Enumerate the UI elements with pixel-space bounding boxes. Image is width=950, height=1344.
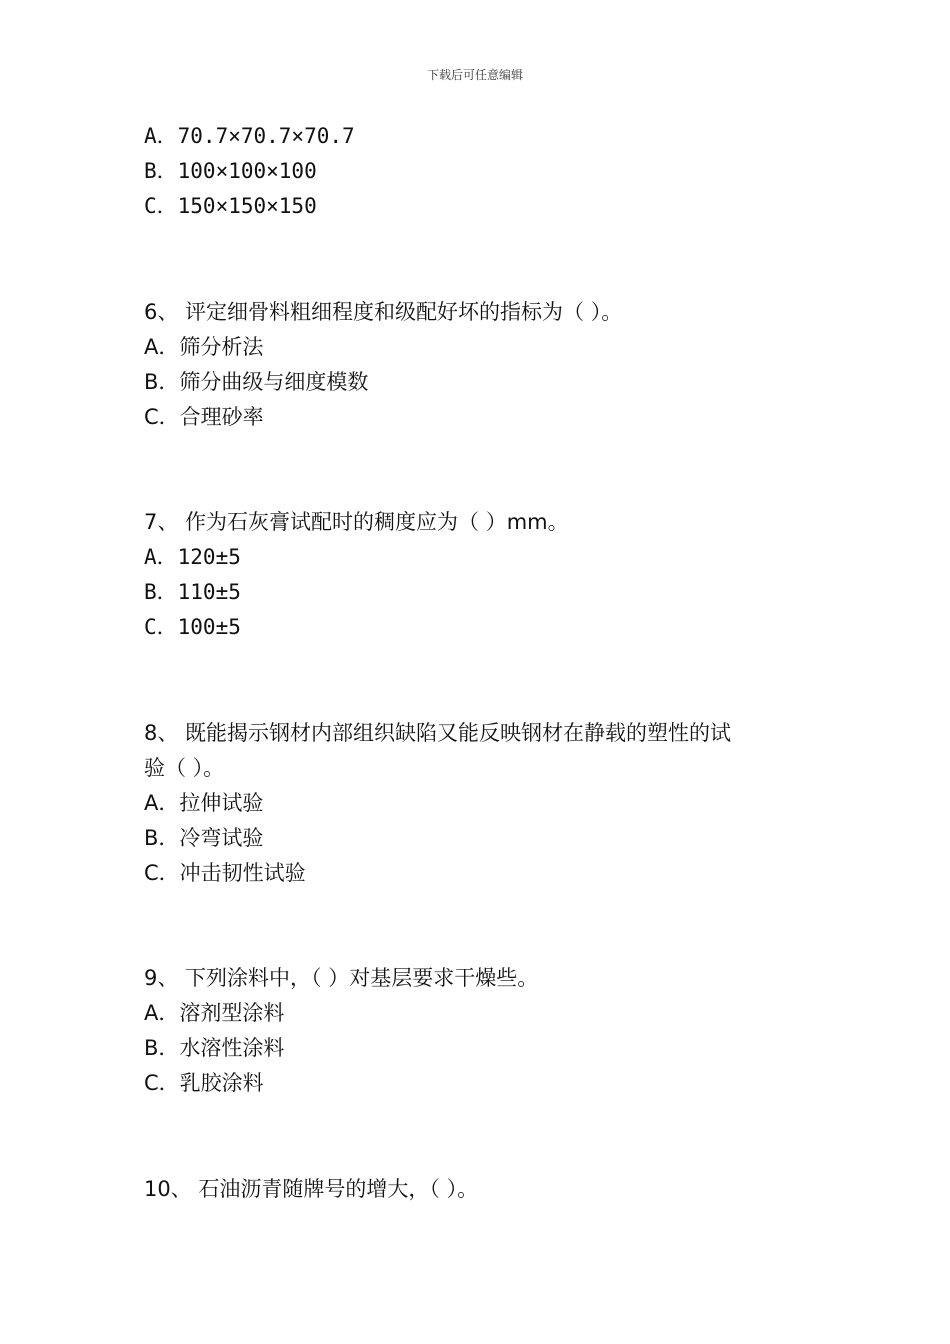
q9-option-b: B．水溶性涂料 <box>144 1036 285 1060</box>
q7-option-a: A．120±5 <box>144 545 241 569</box>
q7-stem: 7、 作为石灰膏试配时的稠度应为（ ）mm。 <box>144 510 569 534</box>
page-header: 下载后可任意编辑 <box>426 68 523 82</box>
q6-option-b: B．筛分曲级与细度模数 <box>144 370 369 394</box>
q8-option-b: B．冷弯试验 <box>144 826 264 850</box>
q10-stem: 10、 石油沥青随牌号的增大，（ ）。 <box>144 1177 479 1201</box>
q7-option-c: C．100±5 <box>144 615 241 639</box>
q5-option-a: A．70.7×70.7×70.7 <box>144 124 355 148</box>
q8-option-a: A．拉伸试验 <box>144 791 264 815</box>
q6-stem: 6、 评定细骨料粗细程度和级配好坏的指标为（ ）。 <box>144 300 623 324</box>
q7-option-b: B．110±5 <box>144 580 241 604</box>
q8-stem-line1: 8、 既能揭示钢材内部组织缺陷又能反映钢材在静载的塑性的试 <box>144 721 732 745</box>
q6-option-a: A．筛分析法 <box>144 335 264 359</box>
q8-option-c: C．冲击韧性试验 <box>144 861 306 885</box>
q8-stem-line2: 验（ ）。 <box>144 756 225 780</box>
q5-option-b: B．100×100×100 <box>144 159 317 183</box>
q9-option-a: A．溶剂型涂料 <box>144 1001 285 1025</box>
q5-option-c: C．150×150×150 <box>144 194 317 218</box>
q6-option-c: C．合理砂率 <box>144 405 264 429</box>
q9-option-c: C．乳胶涂料 <box>144 1071 264 1095</box>
q9-stem: 9、 下列涂料中，（ ）对基层要求干燥些。 <box>144 966 539 990</box>
